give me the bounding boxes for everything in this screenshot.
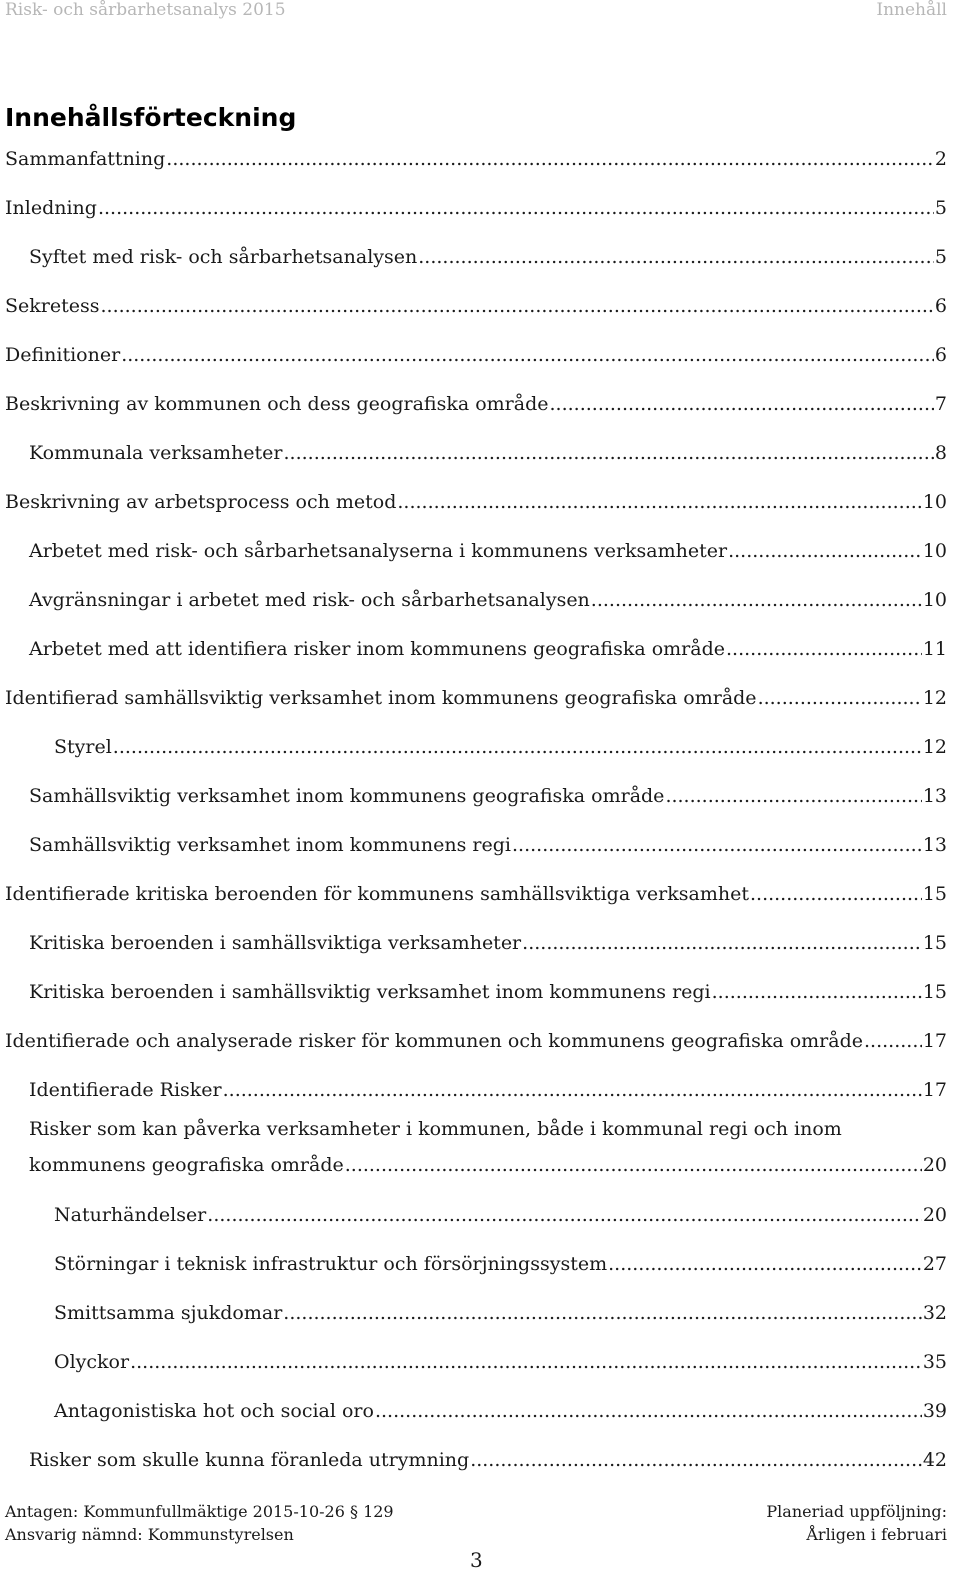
toc-leader-dots [397,491,921,513]
toc-leader-dots [375,1400,922,1422]
toc-entry-samhallsviktig-regi[interactable] [0,824,947,856]
toc-entry-utrymning[interactable] [0,1439,947,1471]
toc-entry-label: Beskrivning av kommunen och dess geografiska område [5,393,549,415]
toc-entry-page: 20 [922,1204,947,1226]
toc-entry-samhallsviktig-geografiska[interactable] [0,775,947,807]
toc-entry-label: Samhällsviktig verksamhet inom kommunens regi [29,834,511,856]
toc-entry-page: 15 [922,883,947,905]
toc-entry-sammanfattning[interactable] [0,138,947,170]
footer-followup-label: Planeriad uppföljning: [766,1502,947,1521]
toc-entry-inledning[interactable] [0,187,947,219]
toc-entry-page: 12 [922,687,947,709]
toc-leader-dots [166,148,934,170]
toc-entry-label: Kritiska beroenden i samhällsviktig verksamhet inom kommunens regi [29,981,711,1003]
toc-leader-dots [522,932,922,954]
page-number: 3 [470,1548,483,1572]
toc-entry-page: 10 [922,589,947,611]
toc-entry-label: Sammanfattning [5,148,166,170]
toc-entry-beskrivning-kommunen[interactable] [0,383,947,415]
toc-entry-label: Samhällsviktig verksamhet inom kommunens geografiska område [29,785,665,807]
footer-responsible: Ansvarig nämnd: Kommunstyrelsen [5,1525,294,1544]
toc-leader-dots [283,1302,922,1324]
toc-entry-page: 13 [922,785,947,807]
toc-entry-label: Kommunala verksamheter [29,442,283,464]
toc-leader-dots [98,197,934,219]
toc-entry-avgransningar[interactable] [0,579,947,611]
toc-leader-dots [130,1351,922,1373]
toc-entry-label: Arbetet med risk- och sårbarhetsanalyserna i kommunens verksamheter [29,540,728,562]
toc-entry-label: Risker som skulle kunna föranleda utrymning [29,1449,470,1471]
toc-leader-dots [712,981,922,1003]
toc-entry-identifierad-samhallsviktig[interactable] [0,677,947,709]
toc-entry-page: 10 [922,540,947,562]
toc-entry-label: Naturhändelser [54,1204,207,1226]
toc-entry-kritiska-regi[interactable] [0,971,947,1003]
toc-entry-label: Antagonistiska hot och social oro [54,1400,374,1422]
toc-entry-page: 5 [934,197,947,219]
toc-entry-arbetsprocess[interactable] [0,481,947,513]
toc-entry-label: Definitioner [5,344,121,366]
toc-entry-label: Avgränsningar i arbetet med risk- och sårbarhetsanalysen [29,589,590,611]
toc-entry-page: 7 [934,393,947,415]
toc-entry-page: 2 [934,148,947,170]
toc-leader-dots [121,344,934,366]
toc-leader-dots [345,1154,922,1176]
toc-entry-page: 17 [922,1079,947,1101]
footer-adopted: Antagen: Kommunfullmäktige 2015-10-26 § 129 [5,1502,394,1521]
toc-entry-page: 15 [922,981,947,1003]
toc-entry-kritiska-beroenden[interactable] [0,873,947,905]
toc-entry-styrel[interactable] [0,726,947,758]
toc-entry-page: 13 [922,834,947,856]
toc-entry-analyserade-risker[interactable] [0,1020,947,1052]
toc-leader-dots [113,736,922,758]
toc-entry-page: 8 [934,442,947,464]
toc-entry-identifierade-risker[interactable] [0,1069,947,1101]
toc-entry-label: Identifierade och analyserade risker för kommunen och kommunens geografiska område [5,1030,863,1052]
toc-entry-sekretess[interactable] [0,285,947,317]
toc-entry-arbetet-rsa-verksamheter[interactable] [0,530,947,562]
toc-entry-identifiera-risker[interactable] [0,628,947,660]
toc-entry-page: 15 [922,932,947,954]
toc-entry-label: Identifierad samhällsviktig verksamhet inom kommunens geografiska område [5,687,757,709]
toc-entry-label: Identifierade kritiska beroenden för kommunens samhällsviktiga verksamhet [5,883,749,905]
toc-entry-label: Sekretess [5,295,100,317]
toc-entry-storningar[interactable] [0,1243,947,1275]
toc-entry-page: 42 [922,1449,947,1471]
toc-leader-dots [223,1079,922,1101]
toc-entry-kommunala-verksamheter[interactable] [0,432,947,464]
toc-leader-dots [758,687,922,709]
header-document-title: Risk- och sårbarhetsanalys 2015 [5,0,286,20]
header-section-name: Innehåll [876,0,947,20]
toc-entry-label: Störningar i teknisk infrastruktur och försörjningssystem [54,1253,608,1275]
toc-leader-dots [608,1253,922,1275]
toc-entry-label: Arbetet med att identifiera risker inom kommunens geografiska område [29,638,725,660]
toc-leader-dots [512,834,922,856]
toc-entry-label: Inledning [5,197,97,219]
toc-entry-risker-paverka[interactable] [0,1118,947,1176]
toc-leader-dots [207,1204,922,1226]
toc-entry-kritiska-verksamheter[interactable] [0,922,947,954]
toc-leader-dots [864,1030,922,1052]
toc-leader-dots [284,442,934,464]
footer-followup-value: Årligen i februari [806,1525,947,1544]
toc-leader-dots [665,785,921,807]
toc-entry-page: 5 [934,246,947,268]
toc-entry-naturhandelser[interactable] [0,1194,947,1226]
toc-entry-label: Olyckor [54,1351,130,1373]
toc-leader-dots [591,589,922,611]
toc-entry-definitioner[interactable] [0,334,947,366]
toc-entry-label: Styrel [54,736,112,758]
toc-leader-dots [100,295,933,317]
toc-entry-page: 17 [922,1030,947,1052]
toc-entry-antagonistiska[interactable] [0,1390,947,1422]
toc-entry-olyckor[interactable] [0,1341,947,1373]
toc-entry-page: 10 [922,491,947,513]
toc-entry-page: 39 [922,1400,947,1422]
toc-leader-dots [726,638,922,660]
toc-entry-page: 12 [922,736,947,758]
toc-entry-page: 27 [922,1253,947,1275]
toc-entry-label: Beskrivning av arbetsprocess och metod [5,491,397,513]
toc-entry-label: Identifierade Risker [29,1079,222,1101]
toc-entry-page: 6 [934,295,947,317]
toc-entry-label: kommunens geografiska område [29,1154,344,1176]
toc-entry-page: 20 [922,1154,947,1176]
toc-entry-syftet[interactable] [0,236,947,268]
toc-leader-dots [470,1449,922,1471]
toc-entry-label: Kritiska beroenden i samhällsviktiga verksamheter [29,932,522,954]
toc-entry-page: 35 [922,1351,947,1373]
toc-leader-dots [418,246,934,268]
toc-entry-page: 11 [922,638,947,660]
toc-entry-page: 32 [922,1302,947,1324]
toc-entry-label: Syftet med risk- och sårbarhetsanalysen [29,246,418,268]
toc-entry-label: Smittsamma sjukdomar [54,1302,283,1324]
toc-title: Innehållsförteckning [5,103,297,132]
toc-entry-smittsamma[interactable] [0,1292,947,1324]
toc-entry-label-line1: Risker som kan påverka verksamheter i kommunen, både i kommunal regi och inom [29,1118,842,1140]
toc-leader-dots [728,540,922,562]
toc-leader-dots [550,393,934,415]
toc-entry-page: 6 [934,344,947,366]
page-footer [0,1502,960,1592]
toc-leader-dots [750,883,922,905]
